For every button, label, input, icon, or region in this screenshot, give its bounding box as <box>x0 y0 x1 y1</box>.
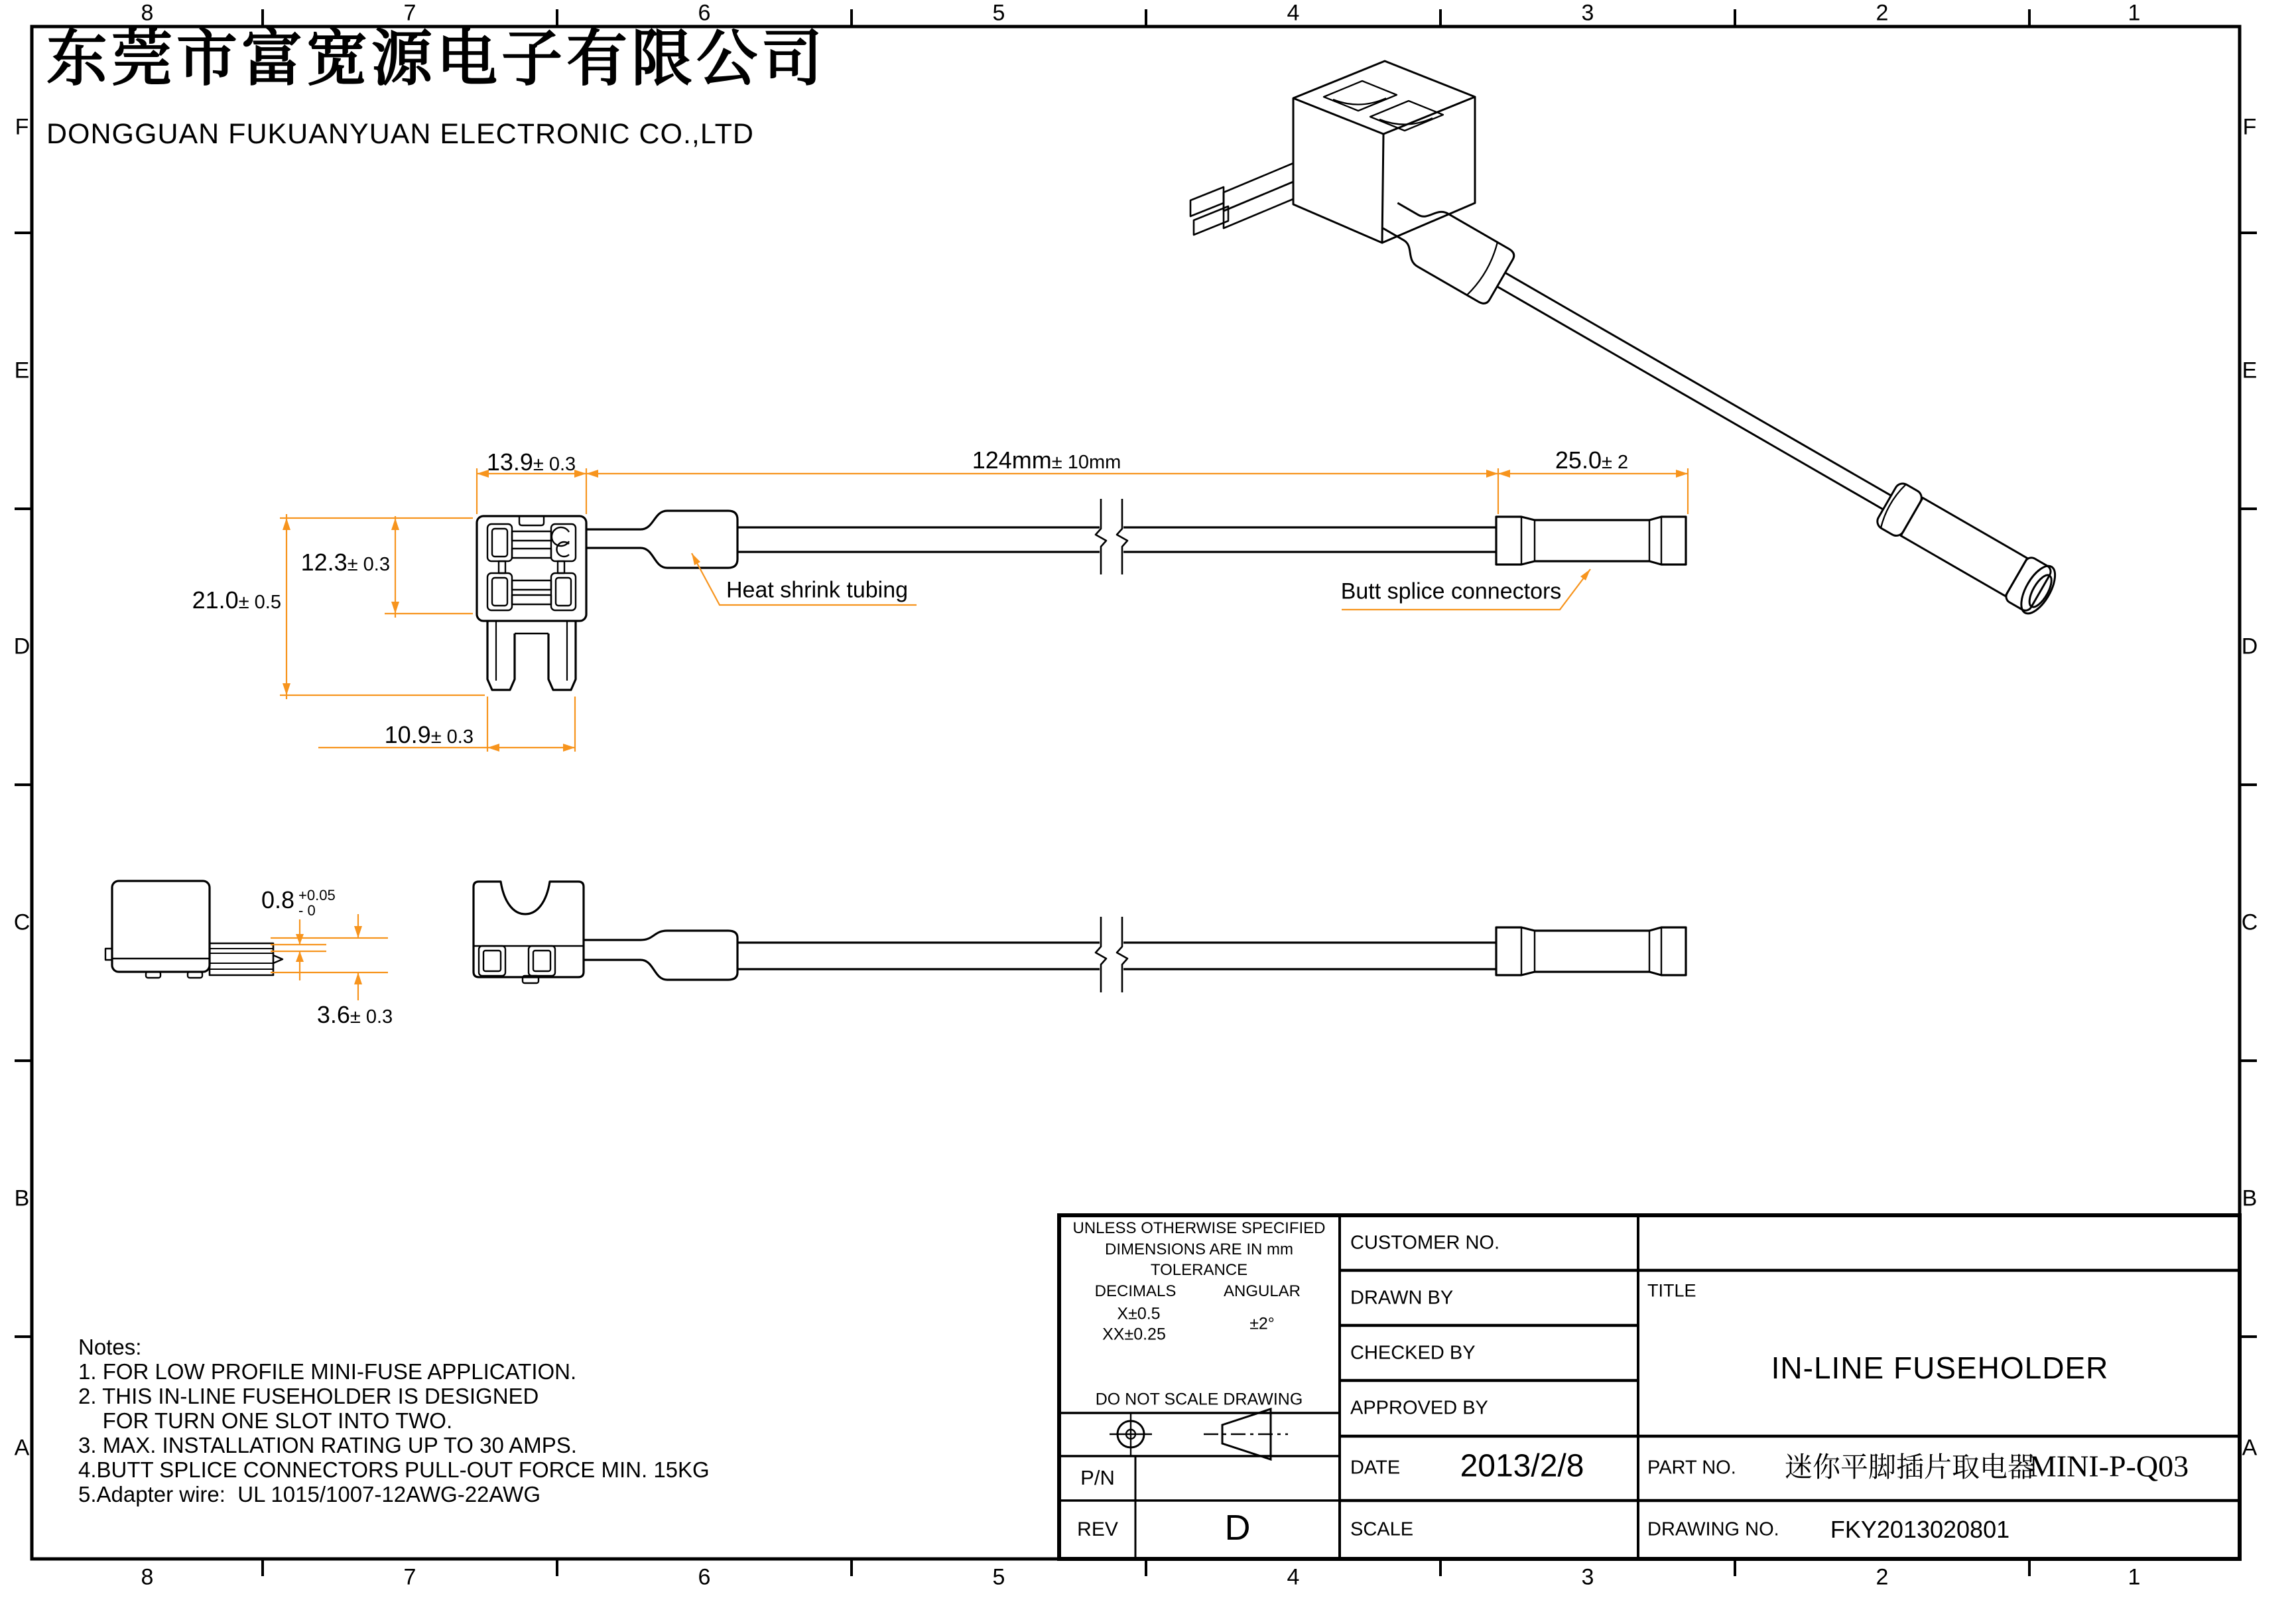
zone-letter-right: E <box>2242 358 2258 383</box>
dim-legs-10-9: 10.9± 0.3 <box>384 721 474 748</box>
projection-symbol <box>1110 1409 1288 1459</box>
zone-number-top: 2 <box>1876 0 1889 26</box>
tb-angular-label: ANGULAR <box>1223 1282 1301 1300</box>
tb-date-label: DATE <box>1350 1457 1401 1479</box>
tb-title-label: TITLE <box>1647 1280 1696 1301</box>
fuse-slots <box>1324 81 1443 131</box>
butt-splice-connector <box>1496 517 1686 565</box>
tb-customer-label: CUSTOMER NO. <box>1350 1232 1500 1254</box>
heat-shrink-boot-bottom <box>584 931 737 980</box>
zone-number-top: 3 <box>1581 0 1594 26</box>
cable-lines <box>737 527 1496 552</box>
tb-date-value: 2013/2/8 <box>1460 1448 1584 1484</box>
company-name-cn: 东莞市富宽源电子有限公司 <box>46 23 827 94</box>
note-line: 2. THIS IN-LINE FUSEHOLDER IS DESIGNED <box>78 1384 539 1408</box>
note-line: 3. MAX. INSTALLATION RATING UP TO 30 AMPS. <box>78 1433 577 1457</box>
zone-letter-left: F <box>15 114 29 140</box>
zone-letter-right: D <box>2241 634 2258 659</box>
zone-number-bottom: 2 <box>1876 1564 1889 1590</box>
tb-part-value-code: MINI-P-Q03 <box>2029 1449 2189 1483</box>
dim-cable-124mm: 124mm± 10mm <box>972 446 1121 474</box>
tb-xx-tolerance: XX±0.25 <box>1102 1325 1166 1344</box>
tb-approved-label: APPROVED BY <box>1350 1397 1488 1419</box>
dimension-graphics <box>271 468 1688 1000</box>
terminal-legs <box>487 621 576 690</box>
tb-pn-label: P/N <box>1080 1466 1115 1489</box>
note-line: 4.BUTT SPLICE CONNECTORS PULL-OUT FORCE MIN. 15KG <box>78 1457 710 1482</box>
dim-blade-3-6: 3.6± 0.3 <box>316 1001 393 1028</box>
dim-splice-25: 25.0± 2 <box>1555 446 1629 474</box>
notes-block <box>78 1335 710 1506</box>
heat-shrink-label: Heat shrink tubing <box>726 577 909 603</box>
zone-number-bottom: 6 <box>698 1564 711 1590</box>
cable-lines-bottom <box>737 943 1496 969</box>
zone-number-bottom: 1 <box>2128 1564 2141 1590</box>
zone-letter-left: B <box>14 1185 30 1211</box>
mounting-flange <box>1190 163 1293 235</box>
tb-scale-label: SCALE <box>1350 1518 1414 1540</box>
bottom-view-drawing <box>474 882 1686 992</box>
fuse-clips <box>487 524 576 610</box>
iso-cable-assembly <box>1375 189 2063 622</box>
zone-letter-right: C <box>2241 909 2258 935</box>
zone-letter-left: A <box>14 1435 30 1461</box>
zone-number-top: 7 <box>403 0 416 26</box>
note-line: 5.Adapter wire: UL 1015/1007-12AWG-22AWG <box>78 1482 541 1506</box>
zone-letter-left: E <box>14 358 30 383</box>
dim-blade-0-8: 0.8 +0.05 - 0 <box>261 886 336 919</box>
tb-spec-line2: DIMENSIONS ARE IN mm <box>1104 1240 1294 1258</box>
dim-height-12-3: 12.3± 0.3 <box>300 549 390 576</box>
zone-number-top: 8 <box>141 0 154 26</box>
butt-splice-connector-bottom <box>1496 927 1686 975</box>
break-symbol <box>1096 499 1127 574</box>
tb-spec-line3: TOLERANCE <box>1150 1261 1248 1279</box>
tb-title-value: IN-LINE FUSEHOLDER <box>1771 1351 2109 1385</box>
tb-spec-line1: UNLESS OTHERWISE SPECIFIED <box>1072 1219 1326 1237</box>
tb-drawing-label: DRAWING NO. <box>1647 1518 1779 1540</box>
tb-drawn-label: DRAWN BY <box>1350 1287 1454 1309</box>
zone-number-bottom: 4 <box>1287 1564 1300 1590</box>
zone-number-top: 4 <box>1287 0 1300 26</box>
tb-rev-label: REV <box>1077 1518 1118 1540</box>
side-view-drawing <box>105 881 283 978</box>
blade-stack <box>210 943 283 975</box>
zone-number-top: 1 <box>2128 0 2141 26</box>
tb-angular-tolerance: ±2° <box>1249 1314 1275 1333</box>
zone-number-bottom: 8 <box>141 1564 154 1590</box>
break-symbol-bottom <box>1096 917 1127 992</box>
zone-number-bottom: 7 <box>403 1564 416 1590</box>
tb-do-not-scale: DO NOT SCALE DRAWING <box>1095 1390 1303 1409</box>
note-line: 1. FOR LOW PROFILE MINI-FUSE APPLICATION. <box>78 1359 577 1384</box>
company-name-en: DONGGUAN FUKUANYUAN ELECTRONIC CO.,LTD <box>46 118 754 150</box>
tb-rev-value: D <box>1224 1508 1251 1548</box>
tb-x-tolerance: X±0.5 <box>1117 1304 1161 1323</box>
zone-letter-left: D <box>13 634 31 659</box>
tb-part-value-cn: 迷你平脚插片取电器 <box>1784 1451 2036 1483</box>
zone-letter-left: C <box>13 909 31 935</box>
dim-width-13-9: 13.9± 0.3 <box>486 448 576 476</box>
heat-shrink-boot <box>586 511 737 568</box>
tb-drawing-value: FKY2013020801 <box>1830 1516 2010 1543</box>
tb-decimals-label: DECIMALS <box>1094 1282 1177 1300</box>
zone-number-bottom: 5 <box>992 1564 1005 1590</box>
zone-letter-right: A <box>2242 1435 2258 1461</box>
zone-letter-right: B <box>2242 1185 2258 1211</box>
tb-checked-label: CHECKED BY <box>1350 1342 1476 1364</box>
butt-splice-label: Butt splice connectors <box>1340 578 1562 604</box>
dim-height-21-0: 21.0± 0.5 <box>192 586 281 614</box>
isometric-view-drawing <box>1190 61 2064 622</box>
zone-number-top: 5 <box>992 0 1005 26</box>
note-line: Notes: <box>78 1335 142 1359</box>
zone-letter-right: F <box>2242 114 2257 140</box>
zone-number-bottom: 3 <box>1581 1564 1594 1590</box>
note-line: FOR TURN ONE SLOT INTO TWO. <box>78 1408 453 1433</box>
zone-number-top: 6 <box>698 0 711 26</box>
dimension-arrowheads <box>283 470 1688 984</box>
tb-part-label: PART NO. <box>1647 1457 1736 1479</box>
